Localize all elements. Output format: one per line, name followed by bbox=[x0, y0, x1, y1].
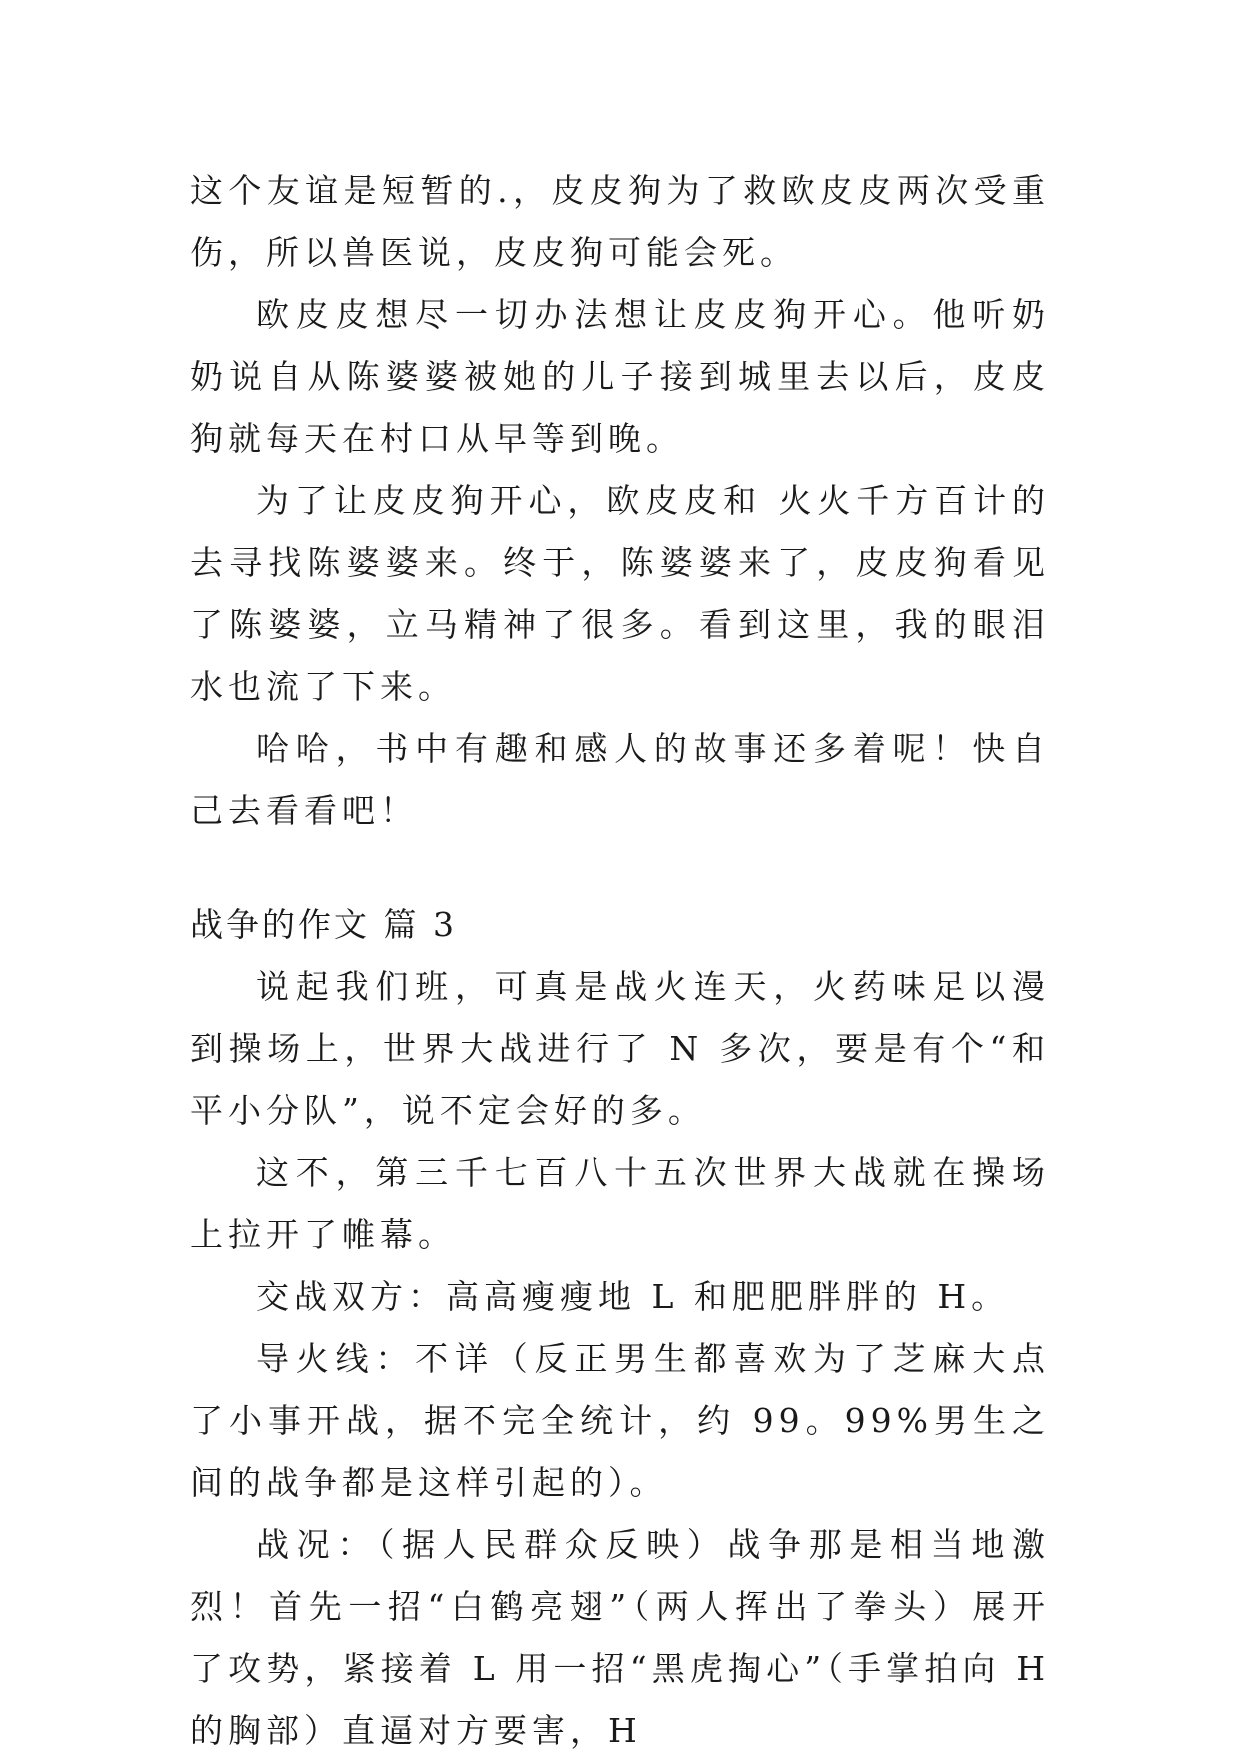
paragraph: 交战双方：高高瘦瘦地 L 和肥肥胖胖的 H。 bbox=[256, 1277, 1010, 1316]
paragraph: 导火线：不详（反正男生都喜欢为了芝麻大点了小事开战，据不完全统计，约 99。99%男生之间的战争都是这样引起的）。 bbox=[190, 1339, 1050, 1502]
paragraph: 说起我们班，可真是战火连天，火药味足以漫到操场上，世界大战进行了 N 多次，要是有个“和平小分队”，说不定会好的多。 bbox=[190, 967, 1050, 1130]
paragraph: 这个友谊是短暂的.，皮皮狗为了救欧皮皮两次受重伤，所以兽医说，皮皮狗可能会死。 bbox=[190, 171, 1050, 272]
paragraph: 为了让皮皮狗开心，欧皮皮和 火火千方百计的去寻找陈婆婆来。终于，陈婆婆来了，皮皮狗看见了陈婆婆，立马精神了很多。看到这里，我的眼泪水也流了下来。 bbox=[190, 481, 1050, 706]
paragraph: 战况：（据人民群众反映）战争那是相当地激烈！首先一招“白鹤亮翅”（两人挥出了拳头）展开了攻势，紧接着 L 用一招“黑虎掏心”（手掌拍向 H 的胸部）直逼对方要害，H bbox=[190, 1525, 1050, 1750]
document-body bbox=[190, 160, 1050, 1762]
paragraph: 欧皮皮想尽一切办法想让皮皮狗开心。他听奶奶说自从陈婆婆被她的儿子接到城里去以后，皮皮狗就每天在村口从早等到晚。 bbox=[190, 295, 1050, 458]
paragraph: 这不，第三千七百八十五次世界大战就在操场上拉开了帷幕。 bbox=[190, 1153, 1050, 1254]
section-heading: 战争的作文 篇 3 bbox=[190, 905, 457, 944]
paragraph: 哈哈，书中有趣和感人的故事还多着呢！快自己去看看吧！ bbox=[190, 729, 1050, 830]
